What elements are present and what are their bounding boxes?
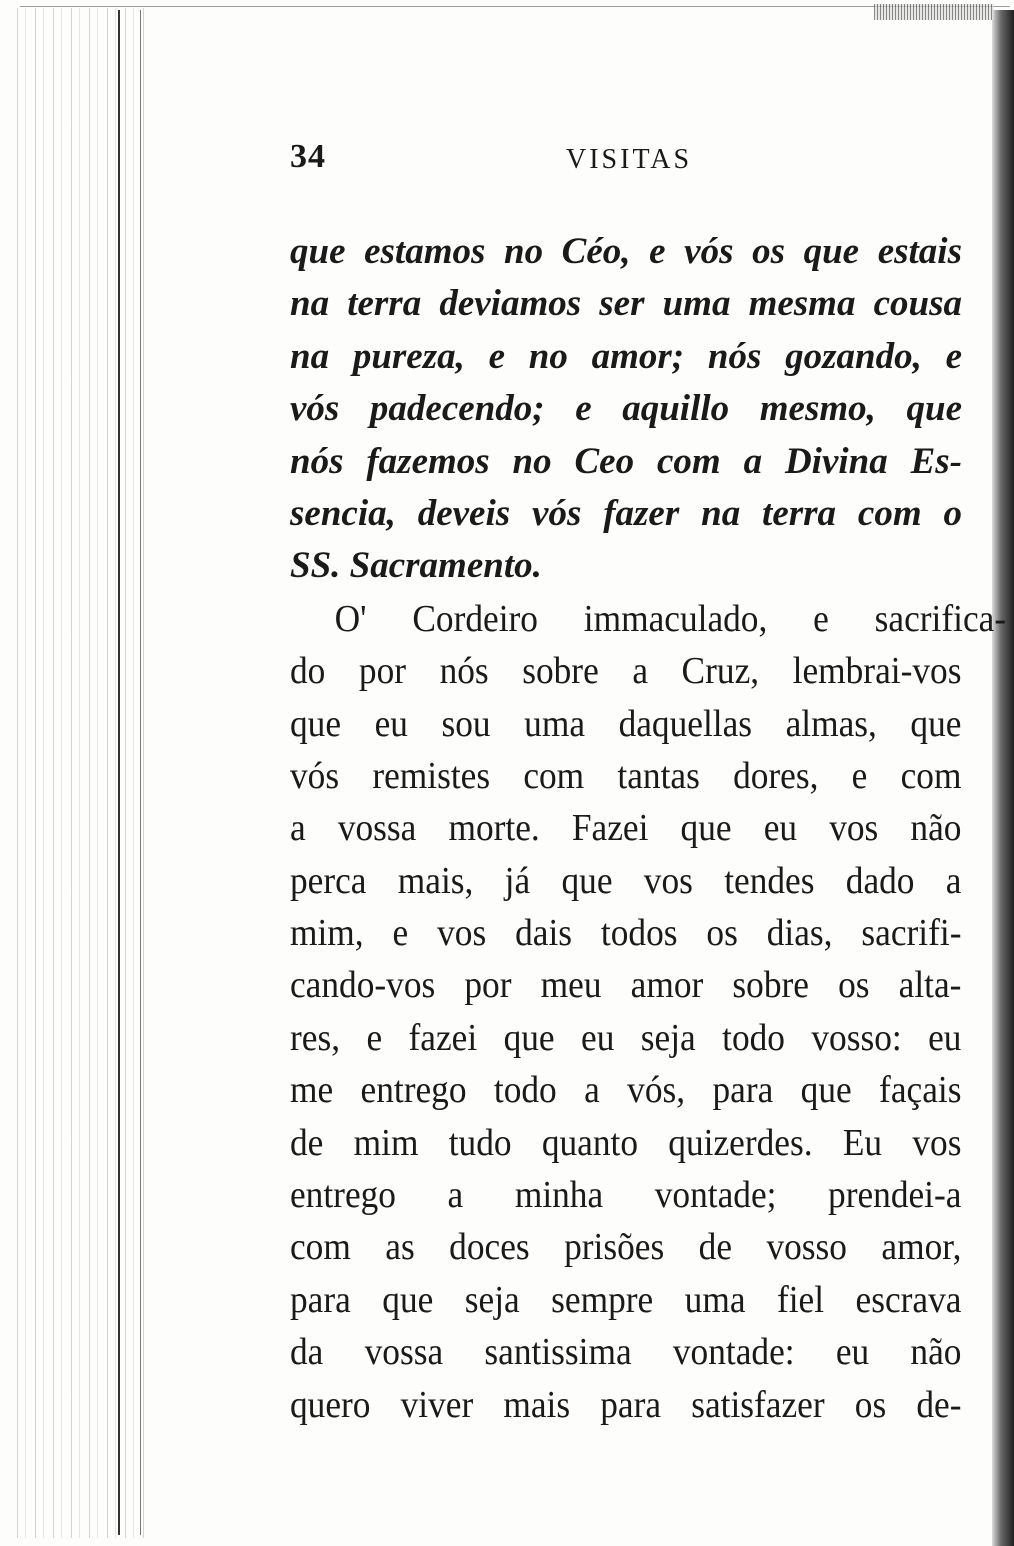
text-line: mim, e vos dais todos os dias, sacrifi- (290, 912, 962, 955)
body-text (290, 226, 1007, 1431)
text-line: que eu sou uma daquellas almas, que (290, 702, 962, 745)
text-line: a vossa morte. Fazei que eu vos não (290, 807, 962, 850)
text-line: quero viver mais para satisfazer os de- (290, 1383, 962, 1426)
gutter-line (140, 10, 141, 1535)
text-line: cando-vos por meu amor sobre os alta- (290, 964, 962, 1007)
running-header (290, 138, 710, 178)
italic-paragraph (290, 226, 962, 593)
text-line: vós remistes com tantas dores, e com (290, 754, 962, 797)
text-line: para que seja sempre uma fiel escrava (290, 1278, 962, 1321)
gutter-line (118, 10, 120, 1535)
text-line: com as doces prisões de vosso amor, (290, 1226, 962, 1269)
text-line: me entrego todo a vós, para que façais (290, 1069, 962, 1112)
page-number: 34 (290, 138, 326, 175)
text-line: vós padecendo; e aquillo mesmo, que (290, 388, 962, 430)
text-line: sencia, deveis vós fazer na terra com o (290, 492, 962, 534)
text-line: SS. Sacramento. (290, 545, 542, 587)
running-head-title: VISITAS (566, 144, 693, 175)
text-line: nós fazemos no Ceo com a Divina Es- (290, 440, 962, 482)
text-line: de mim tudo quanto quizerdes. Eu vos (290, 1121, 962, 1164)
page-edge-texture (874, 4, 994, 20)
text-line: da vossa santissima vontade: eu não (290, 1331, 962, 1374)
text-line: que estamos no Céo, e vós os que estais (290, 231, 962, 272)
text-line: entrego a minha vontade; prendei-a (290, 1174, 962, 1217)
text-line: na terra deviamos ser uma mesma cousa (290, 283, 962, 325)
binding-gutter (8, 8, 148, 1538)
text-line: na pureza, e no amor; nós gozando, e (290, 335, 962, 377)
page-edge-shadow (992, 10, 1014, 1546)
text-line: do por nós sobre a Cruz, lembrai-vos (290, 650, 962, 693)
text-line: O' Cordeiro immaculado, e sacrifica- (334, 597, 1007, 640)
roman-paragraph (290, 593, 1007, 1431)
text-line: res, e fazei que eu seja todo vosso: eu (290, 1016, 962, 1059)
top-rule (20, 6, 1010, 7)
text-line: perca mais, já que vos tendes dado a (290, 859, 962, 902)
